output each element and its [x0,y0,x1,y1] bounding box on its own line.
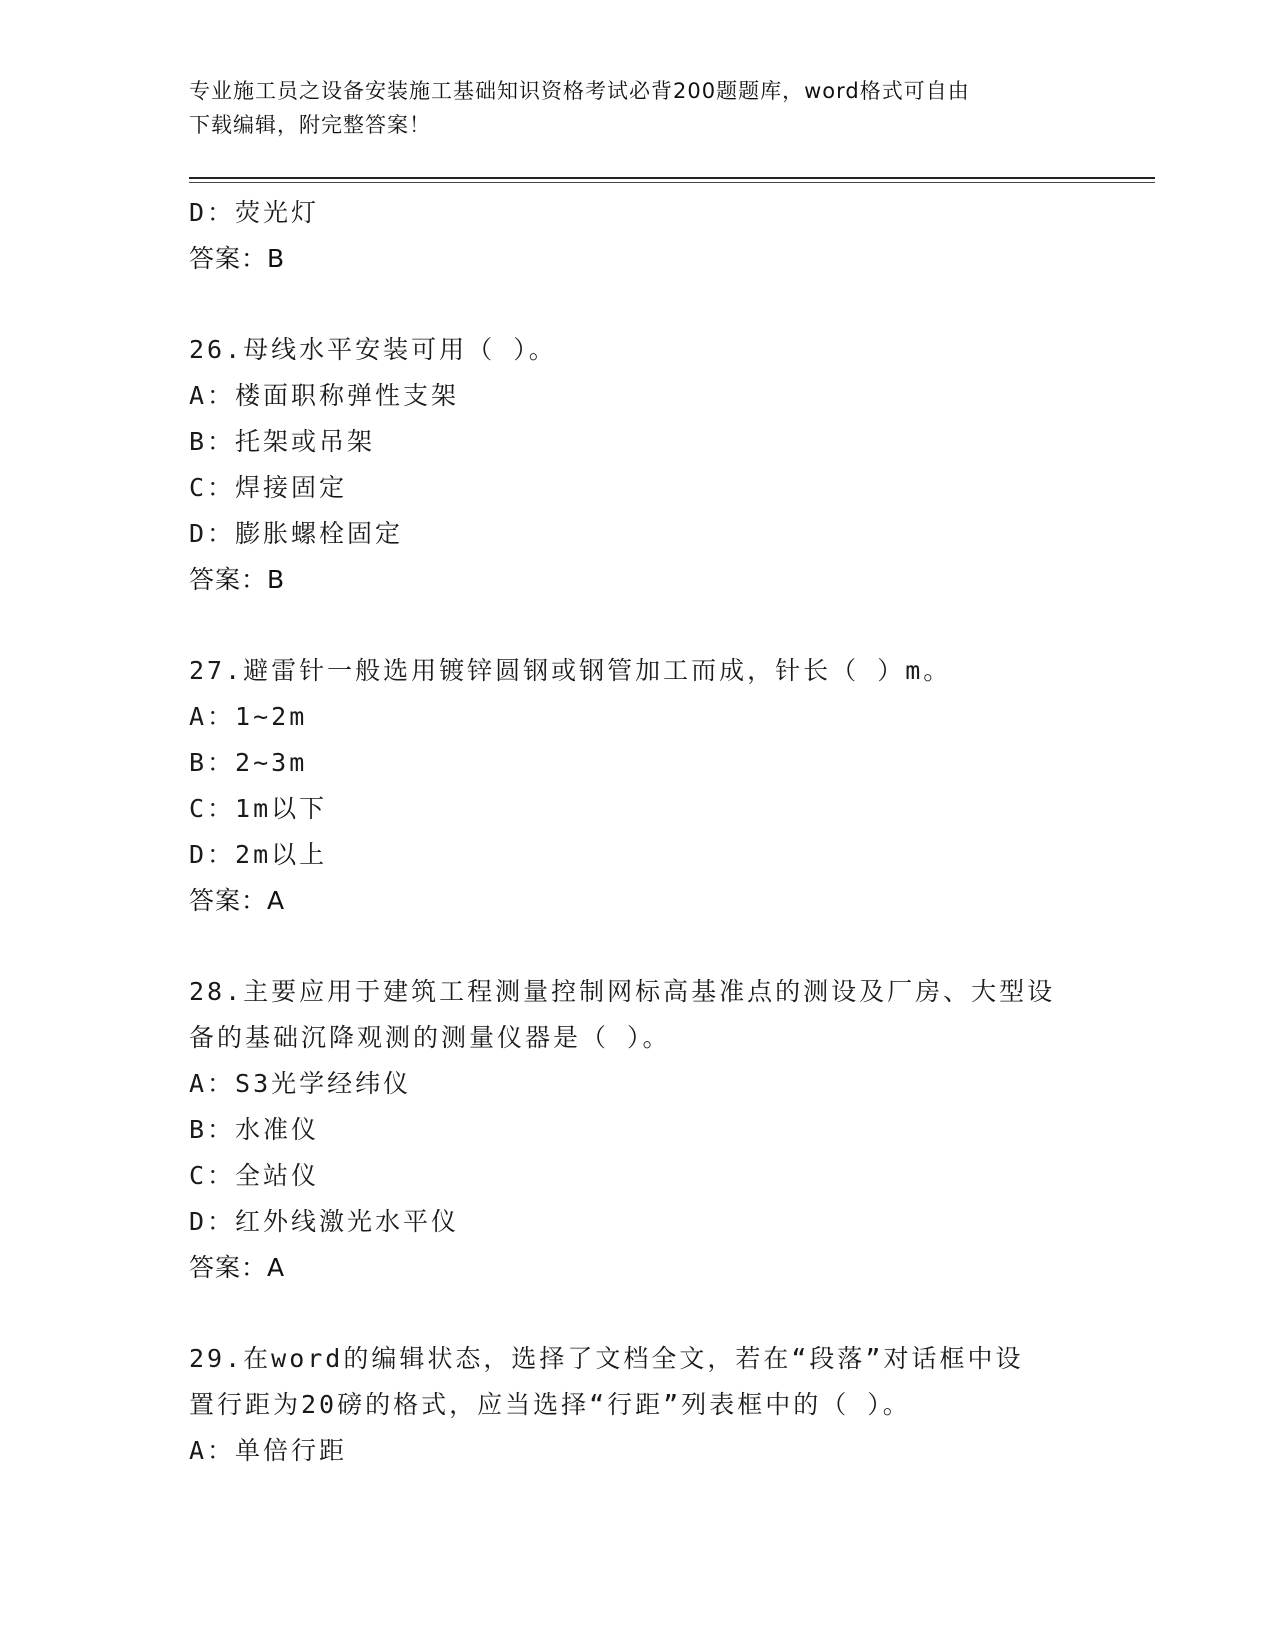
answer-label: 答案：B [189,244,286,273]
question-stem-line-2: 备的基础沉降观测的测量仪器是（ ）。 [189,1023,671,1052]
option-c: C：1m以下 [189,794,328,823]
option-c: C：焊接固定 [189,473,348,502]
option-d: D：膨胀螺栓固定 [189,519,404,548]
question-stem-line-2: 置行距为20磅的格式，应当选择“行距”列表框中的（ ）。 [189,1390,911,1419]
answer-label: 答案：A [189,1253,286,1282]
option-d: D：2m以上 [189,840,328,869]
option-c: C：全站仪 [189,1161,320,1190]
question-stem: 26.母线水平安装可用（ ）。 [189,335,557,364]
answer-label: 答案：B [189,565,286,594]
answer-label: 答案：A [189,886,286,915]
question-list [189,190,1089,1474]
option-b: B：水准仪 [189,1115,320,1144]
header-title-line-2: 下载编辑，附完整答案！ [189,113,431,137]
option-a: A：单倍行距 [189,1436,348,1465]
question-stem-line-1: 29.在word的编辑状态，选择了文档全文，若在“段落”对话框中设 [189,1344,1024,1373]
option-a: A：1~2m [189,702,308,731]
question-29 [189,1336,1089,1474]
header-divider-thin [189,182,1155,183]
spacer [189,282,1089,327]
question-28 [189,969,1089,1291]
question-27 [189,648,1089,924]
question-25-tail [189,190,1089,282]
option-b: B：托架或吊架 [189,427,376,456]
question-26 [189,327,1089,603]
option-a: A：楼面职称弹性支架 [189,381,460,410]
option-b: B：2~3m [189,748,308,777]
option-a: A：S3光学经纬仪 [189,1069,412,1098]
spacer [189,924,1089,969]
option-d: D：红外线激光水平仪 [189,1207,460,1236]
question-stem: 27.避雷针一般选用镀锌圆钢或钢管加工而成，针长（ ）m。 [189,656,952,685]
header-title-line-1: 专业施工员之设备安装施工基础知识资格考试必背200题题库，word格式可自由 [189,79,970,103]
question-stem-line-1: 28.主要应用于建筑工程测量控制网标高基准点的测设及厂房、大型设 [189,977,1056,1006]
spacer [189,1291,1089,1336]
document-header [189,74,1089,142]
header-divider-thick [189,177,1155,179]
spacer [189,603,1089,648]
option-d: D：荧光灯 [189,198,320,227]
